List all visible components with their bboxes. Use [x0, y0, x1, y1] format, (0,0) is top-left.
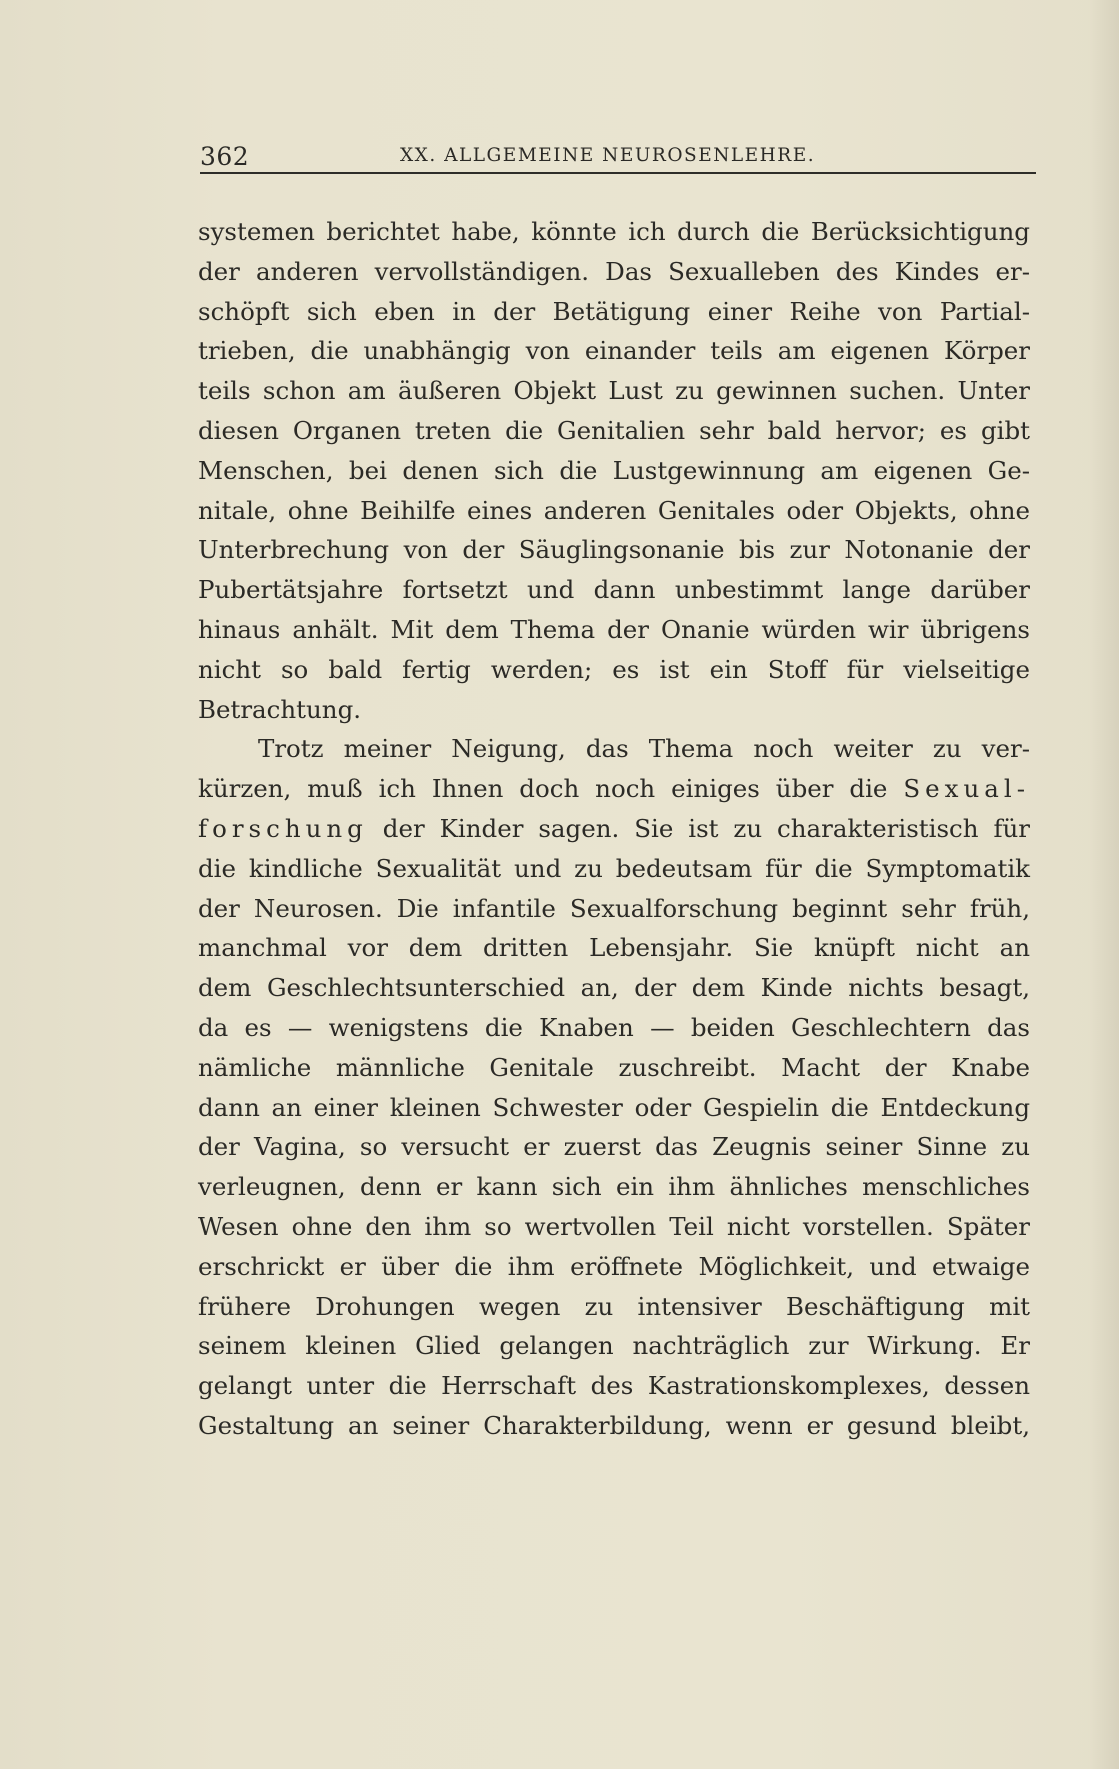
text-line: gelangt unter die Herrschaft des Kastrationskomplexes, dessen	[198, 1371, 1030, 1401]
text-line: teils schon am äußeren Objekt Lust zu gewinnen suchen. Unter	[198, 376, 1030, 406]
text-line: hinaus anhält. Mit dem Thema der Onanie würden wir übrigens	[198, 614, 1030, 644]
text-line: seinem kleinen Glied gelangen nachträglich zur Wirkung. Er	[198, 1331, 1030, 1361]
page-number: 362	[200, 142, 250, 171]
text-line: systemen berichtet habe, könnte ich durch die Berücksichtigung	[198, 217, 1030, 246]
page-header	[200, 142, 1036, 176]
emphasized-term: Sexual-	[903, 774, 1030, 804]
text-line: der Vagina, so versucht er zuerst das Zeugnis seiner Sinne zu	[198, 1132, 1030, 1162]
text-line-with-emphasis	[198, 809, 1030, 849]
emphasized-term: forschung	[198, 813, 368, 843]
text-line: nitale, ohne Beihilfe eines anderen Genitales oder Objekts, ohne	[198, 495, 1030, 525]
text-line: diesen Organen treten die Genitalien sehr bald hervor; es gibt	[198, 415, 1030, 445]
text-segment: kürzen, muß ich Ihnen doch noch einiges über die	[198, 774, 904, 804]
page-edge-shadow	[1089, 0, 1119, 1769]
text-line: manchmal vor dem dritten Lebensjahr. Sie knüpft nicht an	[198, 933, 1030, 963]
text-line: Unterbrechung von der Säuglingsonanie bis zur Notonanie der	[198, 535, 1030, 565]
paragraph-start-line: Trotz meiner Neigung, das Thema noch weiter zu ver-	[258, 734, 1030, 764]
text-line: dann an einer kleinen Schwester oder Gespielin die Entdeckung	[198, 1092, 1030, 1122]
text-line: Wesen ohne den ihm so wertvollen Teil nicht vorstellen. Später	[198, 1211, 1030, 1241]
text-line: Gestaltung an seiner Charakterbildung, wenn er gesund bleibt,	[198, 1410, 1030, 1440]
text-line-with-emphasis	[198, 769, 1030, 809]
text-line: nicht so bald fertig werden; es ist ein Stoff für vielseitige	[198, 654, 1030, 684]
text-line: der Neurosen. Die infantile Sexualforschung beginnt sehr früh,	[198, 893, 1030, 923]
text-line: dem Geschlechtsunterschied an, der dem Kinde nichts besagt,	[198, 973, 1030, 1003]
body-text	[198, 212, 1030, 1446]
paragraph-end-line: Betrachtung.	[198, 694, 362, 724]
text-line: erschrickt er über die ihm eröffnete Möglichkeit, und etwaige	[198, 1251, 1030, 1281]
text-line: verleugnen, denn er kann sich ein ihm ähnliches menschliches	[198, 1172, 1030, 1202]
header-rule	[200, 172, 1036, 174]
text-line: da es — wenigstens die Knaben — beiden Geschlechtern das	[198, 1012, 1030, 1042]
text-segment: der Kinder sagen. Sie ist zu charakteristisch für	[382, 813, 1030, 843]
text-line: die kindliche Sexualität und zu bedeutsam für die Symptomatik	[198, 853, 1030, 883]
text-line: Menschen, bei denen sich die Lustgewinnung am eigenen Ge-	[198, 455, 1030, 485]
text-line: trieben, die unabhängig von einander teils am eigenen Körper	[198, 336, 1030, 366]
running-head: XX. ALLGEMEINE NEUROSENLEHRE.	[400, 145, 816, 166]
text-line: schöpft sich eben in der Betätigung einer Reihe von Partial-	[198, 296, 1030, 326]
text-line: Pubertätsjahre fortsetzt und dann unbestimmt lange darüber	[198, 575, 1030, 605]
text-line: nämliche männliche Genitale zuschreibt. Macht der Knabe	[198, 1052, 1030, 1082]
text-line: frühere Drohungen wegen zu intensiver Beschäftigung mit	[198, 1291, 1030, 1321]
text-line: der anderen vervollständigen. Das Sexualleben des Kindes er-	[198, 256, 1030, 286]
